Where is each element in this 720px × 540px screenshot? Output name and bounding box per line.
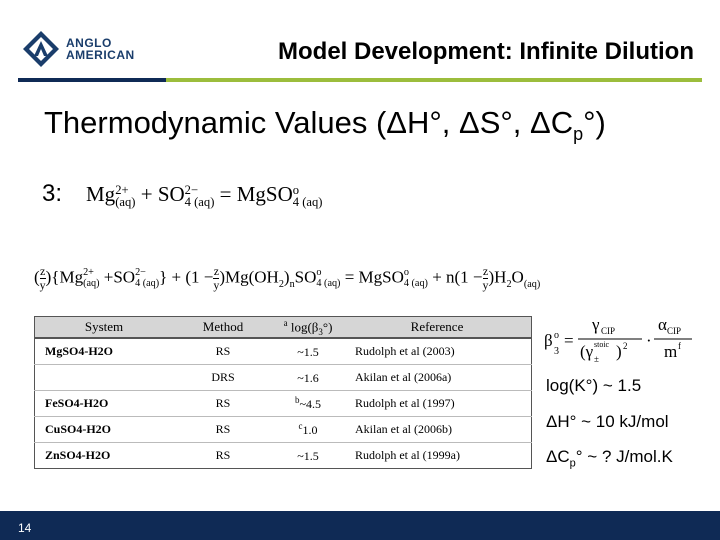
cell-method: RS <box>173 391 273 417</box>
company-logo-text: ANGLO AMERICAN <box>66 36 135 62</box>
cell-method: RS <box>173 338 273 365</box>
header-rule-green <box>166 78 702 82</box>
cell-log-beta: $^b$~4.5 <box>273 391 343 417</box>
svg-text:2: 2 <box>623 341 628 351</box>
cell-system <box>35 365 174 391</box>
beta-formula <box>542 316 712 362</box>
slide-title: Model Development: Infinite Dilution <box>278 38 694 65</box>
cell-reference: Akilan et al (2006a) <box>343 365 532 391</box>
table-row <box>35 365 532 391</box>
cell-log-beta: ~1.5 <box>273 443 343 469</box>
page-number: 14 <box>18 521 32 535</box>
column-header-method: Method <box>173 317 273 339</box>
svg-text:stoic: stoic <box>594 340 610 349</box>
table-header-row <box>35 317 532 339</box>
section-heading: Thermodynamic Values (ΔH°, ΔS°, $\Delta C_p^\circ$) <box>44 105 606 145</box>
cell-reference: Akilan et al (2006b) <box>343 417 532 443</box>
cell-method: DRS <box>173 365 273 391</box>
svg-text:±: ± <box>594 354 599 362</box>
cell-method: RS <box>173 417 273 443</box>
equation-label: 3: <box>42 180 63 207</box>
svg-text:CIP: CIP <box>601 326 616 336</box>
table-row <box>35 338 532 365</box>
cell-log-beta: $^c$1.0 <box>273 417 343 443</box>
table-row <box>35 443 532 469</box>
svg-text:): ) <box>616 342 622 361</box>
cell-system: FeSO4-H2O <box>35 391 174 417</box>
cell-system: MgSO4-H2O <box>35 338 174 365</box>
heat-capacity-value: $\Delta C_p^\circ$ ~ ? J/mol.K <box>546 447 673 470</box>
svg-text:3: 3 <box>554 346 559 357</box>
cell-system: CuSO4-H2O <box>35 417 174 443</box>
enthalpy-value: ΔH° ~ 10 kJ/mol <box>546 412 669 431</box>
reaction-equation-3: Mg 2+ (aq) + SO 2− 4 (aq) = MgSO o 4 (aq) <box>86 182 323 210</box>
table-row <box>35 417 532 443</box>
svg-text:f: f <box>678 341 681 351</box>
svg-text:o: o <box>554 330 559 341</box>
cell-log-beta: ~1.6 <box>273 365 343 391</box>
svg-text:m: m <box>664 342 678 361</box>
log-k-value: log(K°) ~ 1.5 <box>546 376 642 395</box>
cell-reference: Rudolph et al (2003) <box>343 338 532 365</box>
svg-text:α: α <box>658 316 667 334</box>
column-header-system: System <box>35 317 174 339</box>
association-constant-table <box>34 316 532 469</box>
svg-text:γ: γ <box>592 316 600 334</box>
svg-text:·: · <box>646 331 652 350</box>
anglo-american-logo-icon <box>22 30 60 68</box>
svg-text:CIP: CIP <box>667 326 682 336</box>
svg-text:β: β <box>544 331 553 350</box>
table-row <box>35 391 532 417</box>
cell-reference: Rudolph et al (1997) <box>343 391 532 417</box>
column-header-reference: Reference <box>343 317 532 339</box>
svg-text:(γ: (γ <box>580 342 594 361</box>
footer-bar <box>0 511 720 540</box>
svg-text:=: = <box>564 331 574 350</box>
cell-reference: Rudolph et al (1999a) <box>343 443 532 469</box>
cell-log-beta: ~1.5 <box>273 338 343 365</box>
hydrated-complex-equation: ( $\frac{z}{y}$ ){Mg 2+ (aq) +SO 2− 4 (aq) } + (1 − $\frac{z}{y}$ )$Mg(OH_2)_nSO$ o 4 (aq) = MgSO o 4 (aq) + n(1 − $\frac{z}{y}$ )$H_2O_{(aq)}$ <box>34 264 541 293</box>
cell-method: RS <box>173 443 273 469</box>
cell-system: ZnSO4-H2O <box>35 443 174 469</box>
column-header-log-beta: $^a$ $\log(\beta_3^\circ)$ <box>273 317 343 339</box>
header-rule-navy <box>18 78 166 82</box>
